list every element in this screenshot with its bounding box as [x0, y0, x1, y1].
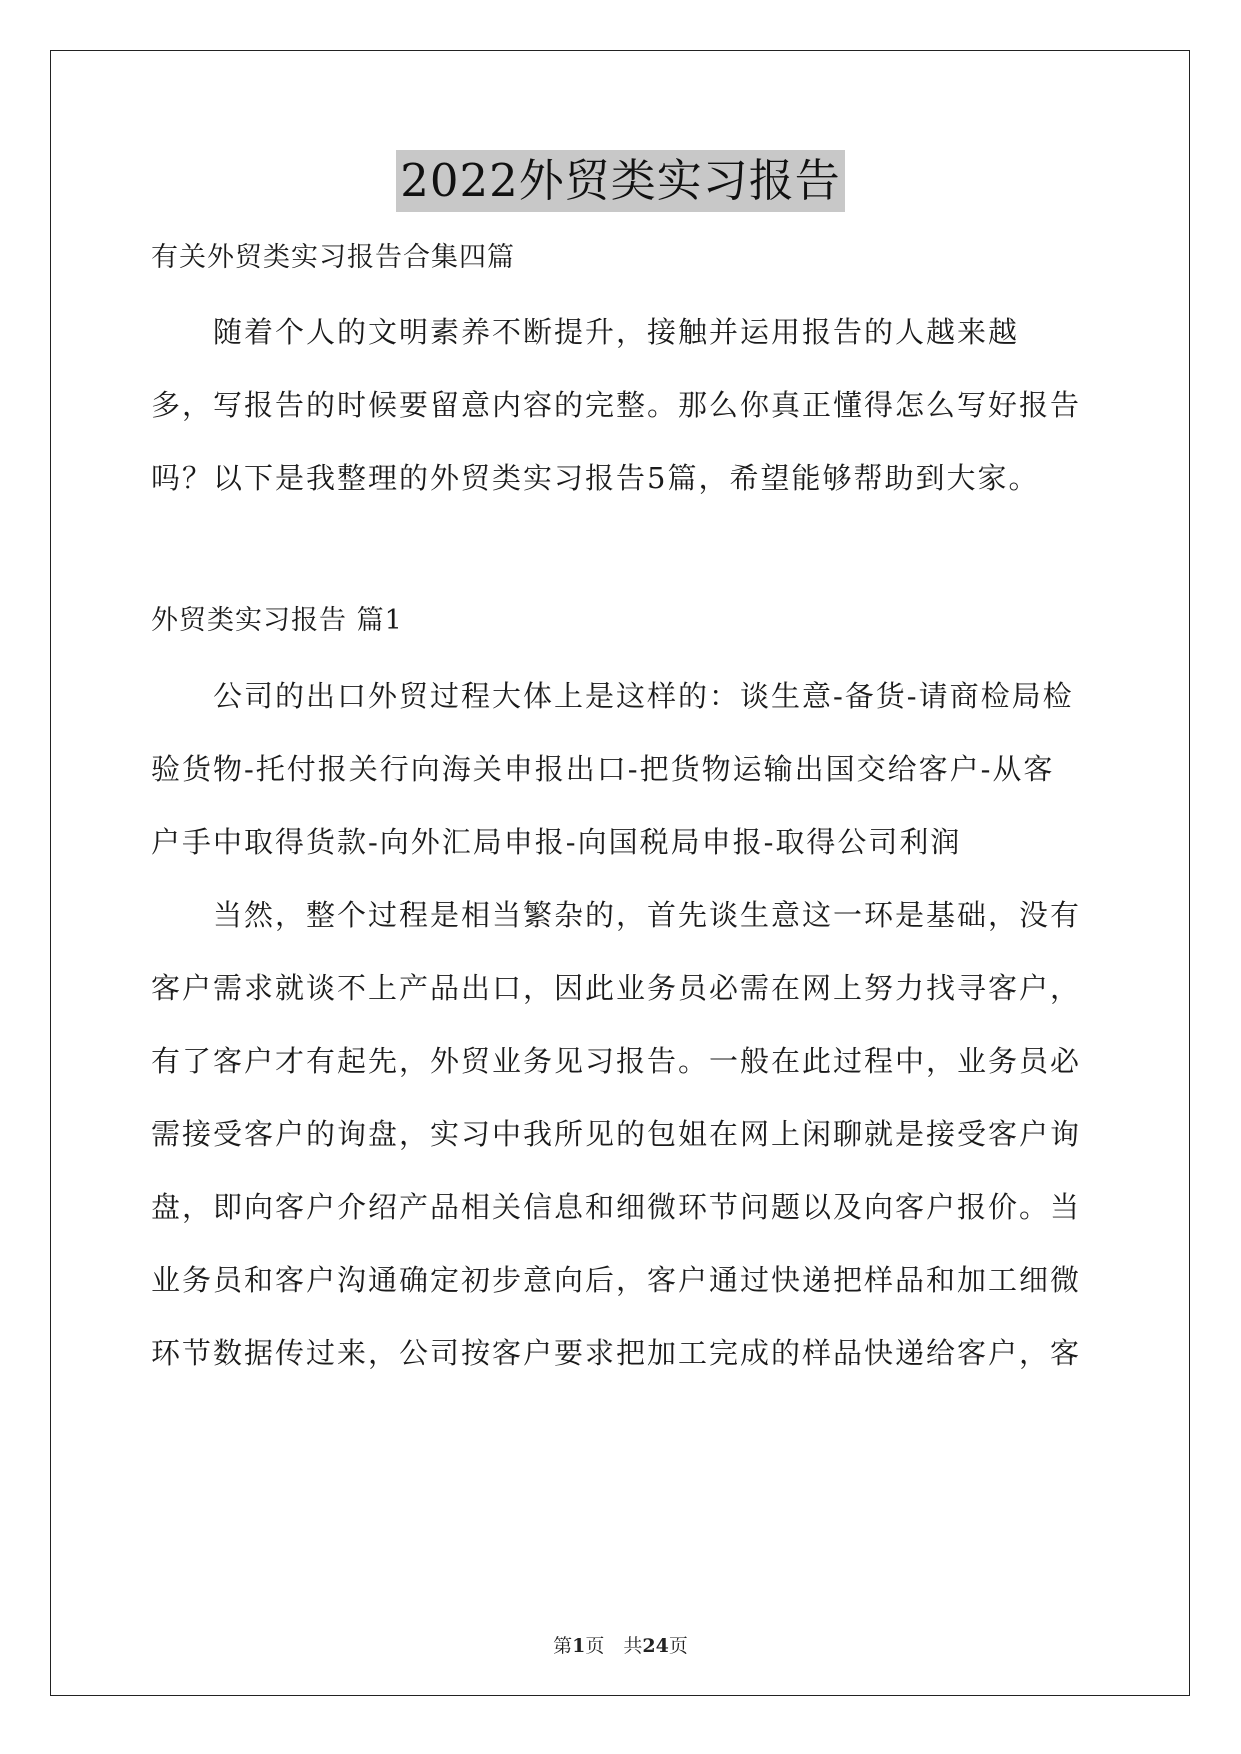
body-line: 业务员和客户沟通确定初步意向后，客户通过快递把样品和加工细微	[151, 1263, 1082, 1297]
body-line: 环节数据传过来，公司按客户要求把加工完成的样品快递给客户，客	[151, 1336, 1082, 1370]
body-line: 客户需求就谈不上产品出口，因此业务员必需在网上努力找寻客户，	[151, 971, 1082, 1005]
body-line: 盘，即向客户介绍产品相关信息和细微环节问题以及向客户报价。当	[151, 1190, 1082, 1224]
body-line: 验货物-托付报关行向海关申报出口-把货物运输出国交给客户-从客	[151, 752, 1055, 786]
total-pages-number: 24	[642, 1635, 669, 1657]
intro-line: 随着个人的文明素养不断提升，接触并运用报告的人越来越	[151, 315, 1020, 349]
current-page-number: 1	[572, 1635, 586, 1657]
subtitle-line: 有关外贸类实习报告合集四篇	[151, 242, 515, 273]
body-line: 公司的出口外贸过程大体上是这样的：谈生意-备货-请商检局检	[151, 679, 1074, 713]
page-border	[50, 50, 1190, 1696]
body-line: 需接受客户的询盘，实习中我所见的包姐在网上闲聊就是接受客户询	[151, 1117, 1082, 1151]
section-heading: 外贸类实习报告 篇1	[151, 605, 403, 636]
footer-suffix: 页	[668, 1635, 688, 1657]
intro-line: 多，写报告的时候要留意内容的完整。那么你真正懂得怎么写好报告	[151, 388, 1082, 422]
body-line: 有了客户才有起先，外贸业务见习报告。一般在此过程中，业务员必	[151, 1044, 1082, 1078]
footer-middle: 页 共	[585, 1635, 643, 1657]
title-container	[0, 150, 1241, 212]
page-footer	[0, 1633, 1241, 1659]
body-line: 户手中取得货款-向外汇局申报-向国税局申报-取得公司利润	[151, 825, 962, 859]
intro-line: 吗？以下是我整理的外贸类实习报告5篇，希望能够帮助到大家。	[151, 461, 1040, 495]
footer-prefix: 第	[553, 1635, 573, 1657]
document-title: 2022外贸类实习报告	[396, 150, 845, 212]
body-line: 当然，整个过程是相当繁杂的，首先谈生意这一环是基础，没有	[151, 898, 1082, 932]
